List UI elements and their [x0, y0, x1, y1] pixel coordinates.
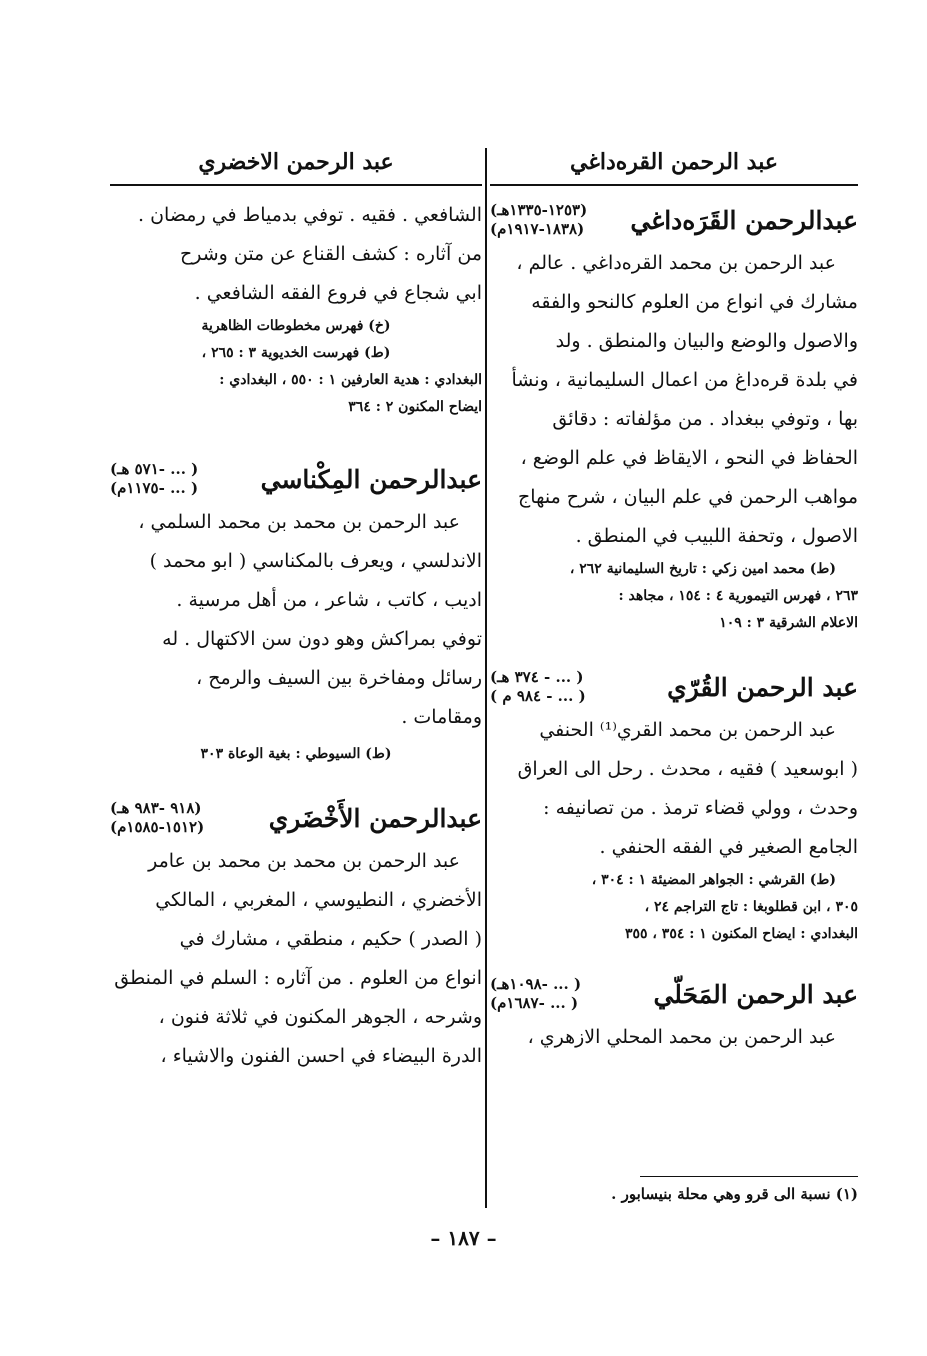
entry-references [110, 741, 482, 768]
date-hijri: (٩١٨ -٩٨٣ هـ) [110, 799, 202, 817]
body-line: رسائل ومفاخرة بين السيف والرمح ، [196, 667, 482, 689]
entry-miknasi [110, 455, 482, 768]
entry-header [490, 970, 858, 1018]
column-divider [485, 148, 487, 1208]
entry-mahalli [490, 970, 858, 1057]
continuation-body [110, 196, 482, 313]
ref-line: البغدادي : هدية العارفين ١ : ٥٥٠ ، البغدادي : [219, 372, 482, 388]
body-line: الشافعي . فقيه . توفي بدمياط في رمضان . [138, 204, 482, 226]
body-line: مشارك في انواع من العلوم كالنحو والفقه [531, 291, 858, 313]
continuation-references [110, 367, 482, 421]
entry-body [490, 711, 858, 867]
entry-akhdari [110, 794, 482, 1076]
entry-qurri [490, 663, 858, 948]
body-line: عبد الرحمن بن محمد المحلي الازهري ، [527, 1026, 836, 1048]
body-line: وشرحه ، الجوهر المكنون في ثلاثة فنون ، [158, 1006, 482, 1028]
entry-header [110, 794, 482, 842]
body-line: الجامع الصغير في الفقه الحنفي . [599, 836, 858, 858]
entry-references [490, 556, 858, 637]
body-line: توفي بمراكش وهو دون سن الاكتهال . له [162, 628, 482, 650]
entry-qaradaghi [490, 196, 858, 637]
ref-line: ٣٠٥ ، ابن قطلوبغا : تاج التراجم ٢٤ ، [644, 899, 858, 915]
body-line: الاندلسي ، ويعرف بالمكناسي ( ابو محمد ) [149, 550, 482, 572]
date-gregorian: (١٨٣٨-١٩١٧م) [490, 220, 585, 238]
body-line: مواهب الرحمن في علم البيان ، شرح منهاج [518, 486, 858, 508]
footnote-rule [640, 1176, 858, 1177]
body-line: ومقامات . [401, 706, 482, 728]
body-line: ( الصدر ) حكيم ، منطقي ، مشارك في [179, 928, 482, 950]
entry-name: عبدالرحمن القَرَه‌داغي [630, 205, 858, 235]
entry-name: عبدالرحمن المِكْناسي [260, 464, 482, 494]
date-hijri: (١٢٥٣-١٣٣٥هـ) [490, 201, 588, 219]
body-line: والاصول والوضع والبيان والمنطق . ولد [555, 330, 858, 352]
ref-line: (خ) فهرس مخطوطات الظاهرية [201, 318, 391, 334]
date-hijri: ( ... -١٠٩٨هـ) [490, 975, 582, 993]
body-line: الأخضري ، النطيوسي ، المغربي ، المالكي [155, 889, 482, 911]
entry-dates [490, 668, 586, 706]
entry-dates [110, 460, 198, 498]
body-line: عبد الرحمن بن محمد بن محمد بن عامر [148, 850, 460, 872]
body-line: عبد الرحمن بن محمد بن محمد السلمي ، [138, 511, 460, 533]
body-line: انواع من العلوم . من آثاره : السلم في المنطق [114, 967, 482, 989]
body-line: الدرة البيضاء في احسن الفنون والاشياء ، [160, 1045, 482, 1067]
body-line: اديب ، كاتب ، شاعر ، من أهل مرسية . [176, 589, 482, 611]
ref-line: الاعلام الشرقية ٣ : ١٠٩ [719, 615, 858, 631]
page-number: – ١٨٧ – [430, 1226, 497, 1250]
ref-line: (ط) محمد امين زكي : تاريخ السليمانية ٢٦٢ ، [569, 561, 836, 577]
date-gregorian: ( ... -١٦٨٧م) [490, 994, 579, 1012]
entry-name: عبد الرحمن المَحَلّي [653, 979, 858, 1009]
footnote: (١) نسبة الى قرو وهي محلة بنيسابور . [611, 1185, 858, 1203]
entry-references [490, 867, 858, 948]
ref-line: البغدادي : ايضاح المكنون ١ : ٣٥٤ ، ٣٥٥ [624, 926, 858, 942]
body-line: في بلدة قره‌داغ من اعمال السليمانية ، ونشأ [511, 369, 858, 391]
body-line: عبد الرحمن بن محمد القره‌داغي . عالم ، [516, 252, 836, 274]
body-line: الاصول ، وتحفة اللبيب في المنطق . [575, 525, 858, 547]
body-line: بها ، وتوفي ببغداد . من مؤلفاته : دقائق [552, 408, 858, 430]
entry-body [110, 842, 482, 1076]
date-gregorian: ( ... - ٩٨٤ م ) [490, 687, 586, 705]
ref-line: (ط) فهرست الخديوية ٣ : ٢٦٥ ، [201, 345, 391, 361]
body-line: ( ابوسعيد ) فقيه ، محدث . رحل الى العراق [517, 758, 858, 780]
running-head-right: عبد الرحمن القره‌داغي [569, 149, 778, 175]
entry-dates [490, 975, 581, 1013]
entry-body [490, 244, 858, 556]
entry-header [110, 455, 482, 503]
body-line: الحفاظ في النحو ، الايقاظ في علم الوضع ، [520, 447, 858, 469]
date-hijri: ( ... -٥٧١ هـ) [110, 460, 199, 478]
ref-line: ٢٦٣ ، فهرس التيمورية ٤ : ١٥٤ ، مجاهد : [618, 588, 858, 604]
ref-line: (ط) القرشي : الجواهر المضيئة ١ : ٣٠٤ ، [591, 872, 836, 888]
entry-header [490, 663, 858, 711]
body-line: من آثاره : كشف القناع عن متن وشرح [179, 243, 482, 265]
entry-name: عبد الرحمن القُرّي [667, 672, 858, 702]
continuation-references-centered [110, 313, 482, 367]
ref-line: ايضاح المكنون ٢ : ٣٦٤ [348, 399, 482, 415]
running-head-left: عبد الرحمن الاخضري [198, 149, 394, 175]
entry-dates [110, 799, 204, 837]
body-line: عبد الرحمن بن محمد القري⁽¹⁾ الحنفي [539, 719, 836, 741]
date-gregorian: (١٥١٢-١٥٨٥م) [110, 818, 205, 836]
entry-body [110, 503, 482, 737]
ref-line: (ط) السيوطي : بغية الوعاة ٣٠٣ [200, 746, 392, 762]
date-hijri: ( ... - ٣٧٤ هـ) [490, 668, 584, 686]
left-column [110, 140, 482, 1076]
body-line: ابي شجاع في فروع الفقه الشافعي . [194, 282, 482, 304]
entry-body [490, 1018, 858, 1057]
entry-dates [490, 201, 587, 239]
entry-header [490, 196, 858, 244]
body-line: وحدث ، وولي قضاء ترمذ . من تصانيفه : [543, 797, 858, 819]
right-column [490, 140, 858, 1057]
date-gregorian: ( ... -١١٧٥م) [110, 479, 199, 497]
entry-name: عبدالرحمن الأَخْضَري [268, 803, 482, 833]
